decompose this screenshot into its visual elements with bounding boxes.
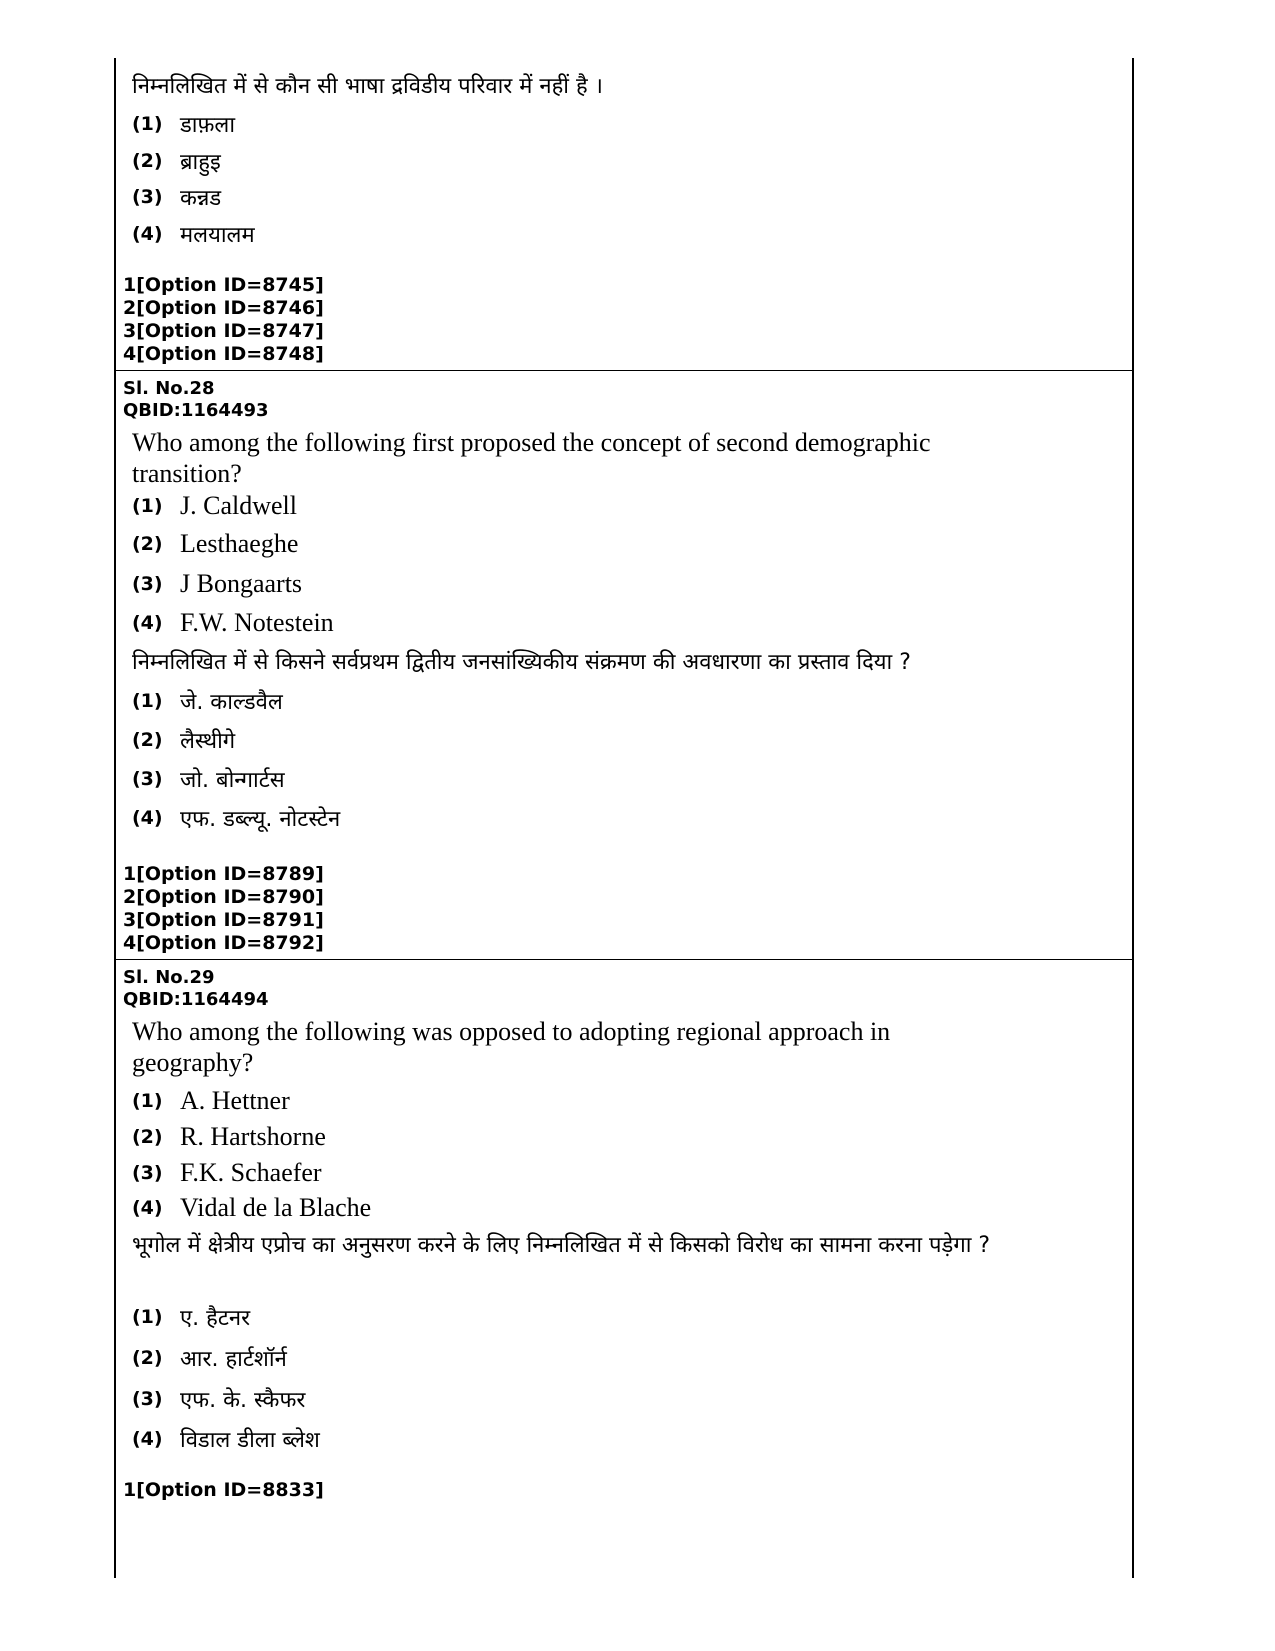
option-text: एफ. के. स्कैफर [180,1388,306,1413]
option-number: (3) [132,1162,163,1184]
option-number: (4) [132,1428,163,1450]
option-number: (4) [132,807,163,829]
option-text: A. Hettner [180,1086,290,1115]
q28-hindi-option-1 [132,686,283,716]
q28-english-question: Who among the following first proposed the concept of second demographic transition? [132,428,931,488]
q27-option-ids [123,274,324,366]
option-text: डाफ़ला [180,113,236,138]
q28-qbid: QBID:1164493 [123,400,269,421]
q29-hindi-option-1 [132,1302,250,1332]
q27-hindi-option-3 [132,182,221,212]
option-number: (1) [132,495,163,517]
option-number: (1) [132,690,163,712]
q29-english-option-1 [132,1086,290,1116]
q28-english-option-3 [132,569,302,599]
option-text: R. Hartshorne [180,1122,326,1151]
option-id: 1[Option ID=8789] [123,863,324,885]
q28-option-ids [123,863,324,955]
q27-hindi-question: निम्नलिखित में से कौन सी भाषा द्रविडीय परिवार में नहीं है । [132,74,604,99]
q29-hindi-option-4 [132,1424,320,1454]
option-number: (1) [132,1306,163,1328]
option-text: कन्नड [180,186,222,211]
option-number: (2) [132,1126,163,1148]
option-id: 4[Option ID=8792] [123,932,324,954]
option-number: (3) [132,768,163,790]
option-text: लैस्थीगे [180,729,236,754]
option-text: ब्राहुइ [180,150,221,175]
option-id: 1[Option ID=8833] [123,1479,324,1501]
q28-hindi-option-3 [132,764,285,794]
q29-hindi-option-2 [132,1343,287,1373]
option-number: (4) [132,223,163,245]
q28-hindi-question: निम्नलिखित में से किसने सर्वप्रथम द्वितीय जनसांख्यिकीय संक्रमण की अवधारणा का प्रस्ताव दिया ? [132,650,911,675]
option-number: (4) [132,1197,163,1219]
q28-hindi-option-2 [132,725,235,755]
option-text: J. Caldwell [180,491,297,520]
question-divider [116,959,1132,960]
q27-hindi-option-1 [132,109,235,139]
q29-serial-number: Sl. No.29 [123,967,215,988]
option-text: मलयालम [180,223,255,248]
option-text: Lesthaeghe [180,529,299,558]
q28-hindi-option-4 [132,803,340,833]
option-text: आर. हार्टशॉर्न [180,1347,287,1372]
q27-hindi-option-2 [132,146,221,176]
q29-english-option-3 [132,1158,322,1188]
q29-english-option-2 [132,1122,326,1152]
option-text: विडाल डीला ब्लेश [180,1428,320,1453]
option-text: एफ. डब्ल्यू. नोटस्टेन [180,807,341,832]
q27-hindi-option-4 [132,219,255,249]
q29-option-ids [123,1479,324,1502]
option-id: 2[Option ID=8790] [123,886,324,908]
question-paper-page [114,58,1134,1578]
option-id: 4[Option ID=8748] [123,343,324,365]
q28-english-option-1 [132,491,297,521]
option-number: (1) [132,113,163,135]
option-number: (2) [132,729,163,751]
option-id: 3[Option ID=8747] [123,320,324,342]
question-divider [116,370,1132,371]
q28-english-option-4 [132,608,334,638]
option-number: (4) [132,612,163,634]
option-text: F.K. Schaefer [180,1158,322,1187]
option-text: F.W. Notestein [180,608,334,637]
option-text: J Bongaarts [180,569,303,598]
option-number: (2) [132,533,163,555]
q29-english-option-4 [132,1193,371,1223]
option-id: 3[Option ID=8791] [123,909,324,931]
option-number: (3) [132,1388,163,1410]
q29-hindi-question: भूगोल में क्षेत्रीय एप्रोच का अनुसरण करने के लिए निम्नलिखित में से किसको विरोध का सामना करना पड़ेगा ? [132,1233,991,1258]
option-text: जे. काल्डवैल [180,690,283,715]
q28-serial-number: Sl. No.28 [123,378,215,399]
q29-english-question: Who among the following was opposed to adopting regional approach in geography? [132,1017,891,1077]
option-text: जो. बोन्गार्टस [180,768,285,793]
q29-qbid: QBID:1164494 [123,989,269,1010]
option-number: (3) [132,186,163,208]
option-text: Vidal de la Blache [180,1193,372,1222]
option-number: (2) [132,1347,163,1369]
option-number: (3) [132,573,163,595]
option-id: 1[Option ID=8745] [123,274,324,296]
option-number: (1) [132,1090,163,1112]
q28-english-option-2 [132,529,298,559]
option-id: 2[Option ID=8746] [123,297,324,319]
option-number: (2) [132,150,163,172]
q29-hindi-option-3 [132,1384,305,1414]
option-text: ए. हैटनर [180,1306,251,1331]
